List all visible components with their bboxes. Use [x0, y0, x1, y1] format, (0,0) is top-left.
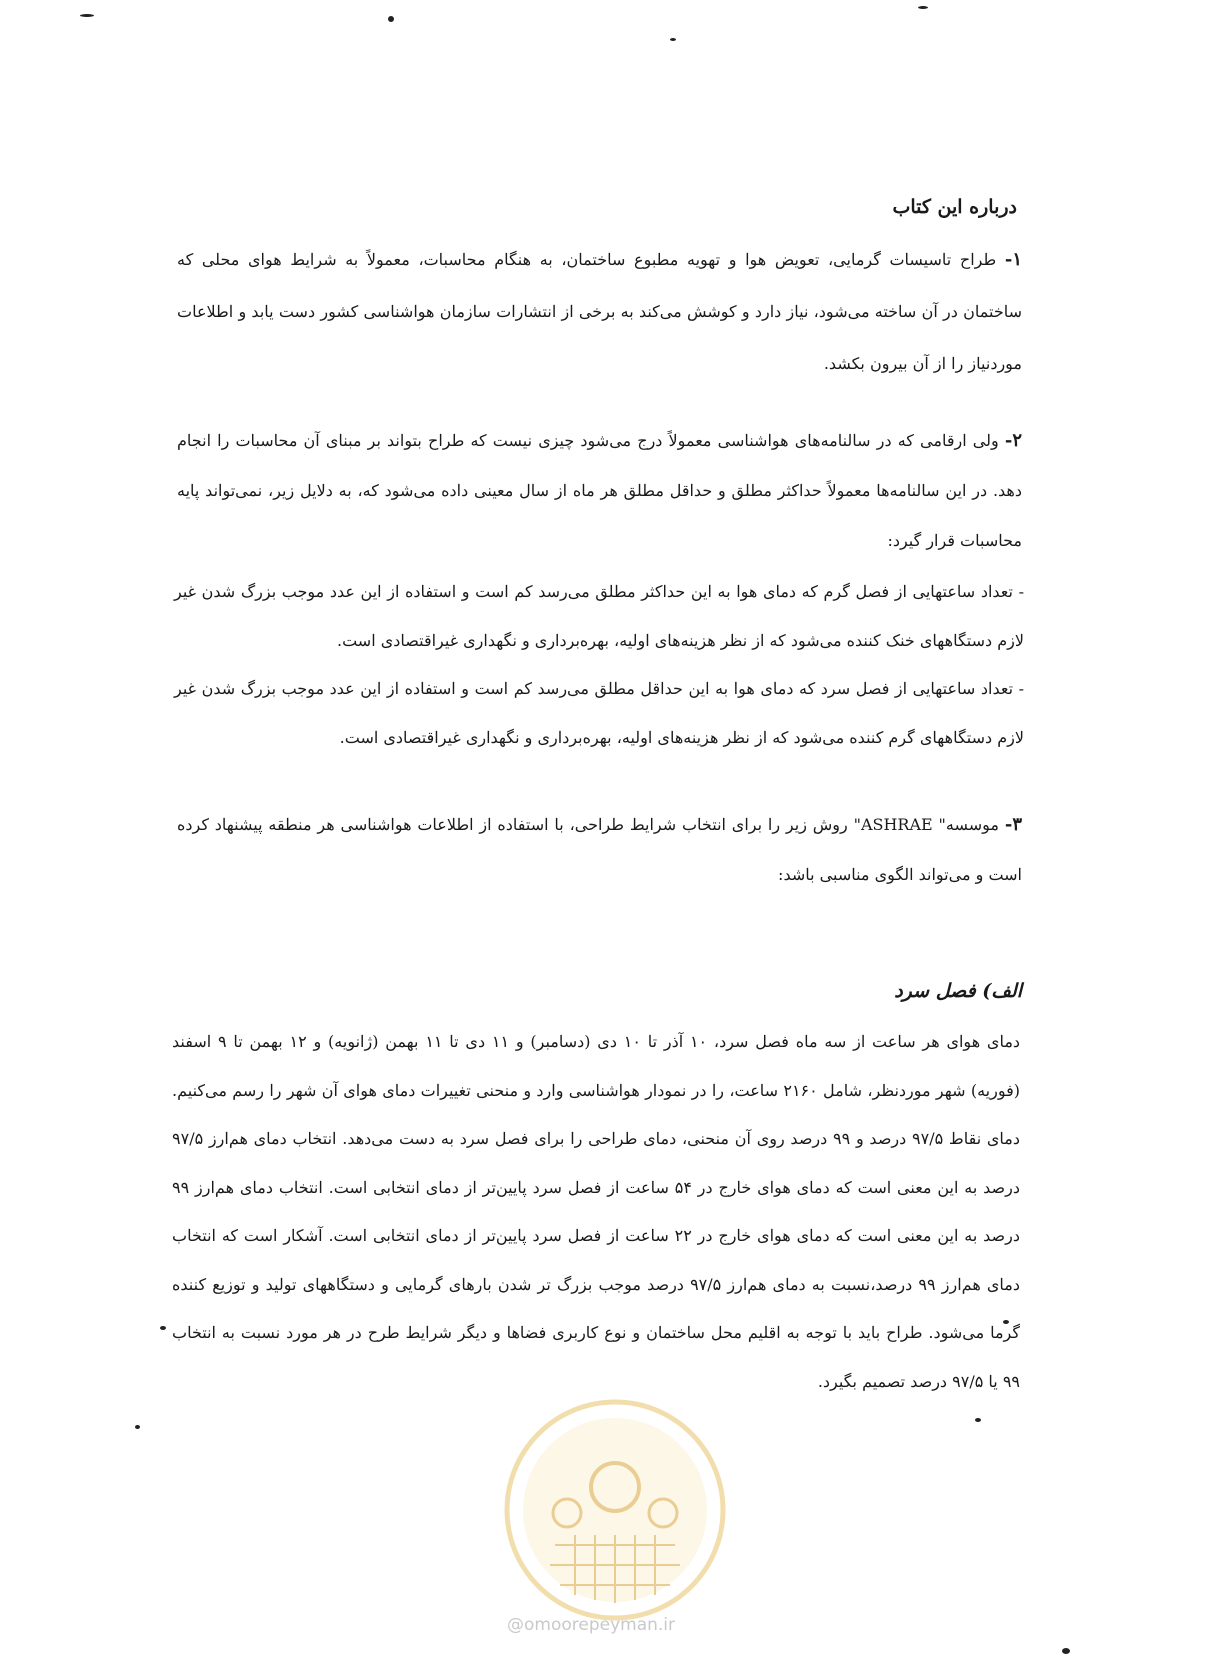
- paragraph-text: دمای هوای هر ساعت از سه ماه فصل سرد، ۱۰ آذر تا ۱۰ دی (دسامبر) و ۱۱ دی تا ۱۱ بهمن (ژانویه) و ۱۲ بهمن تا ۹ اسفند (فوریه) شهر موردنظر، شامل ۲۱۶۰ ساعت، را در نمودار هواشناسی وارد و منحنی تغییرات دمای هوای آن شهر را رسم می‌کنیم. دمای نقاط ۹۷/۵ درصد و ۹۹ درصد روی آن منحنی، دمای طراحی را برای فصل سرد به دست می‌دهد. انتخاب دمای هم‌ارز ۹۷/۵ درصد به این معنی است که دمای هوای خارج در ۵۴ ساعت از فصل سرد پایین‌تر از دمای انتخابی است. انتخاب دمای هم‌ارز ۹۹ درصد به این معنی است که دمای هوای خارج در ۲۲ ساعت از فصل سرد پایین‌تر از دمای انتخابی است. آشکار است که انتخاب دمای هم‌ارز ۹۹ درصد،نسبت به دمای هم‌ارز ۹۷/۵ درصد موجب بزرگ تر شدن بارهای گرمایی و دستگاههای تولید و توزیع کننده گرما می‌شود. طراح باید با توجه به اقلیم محل ساختمان و نوع کاربری فضاها و دیگر شرایط طرح در هر مورد نسبت به انتخاب ۹۹ یا ۹۷/۵ درصد تصمیم بگیرد.: [172, 1032, 1021, 1391]
- scan-speck: [918, 6, 928, 9]
- item-text: موسسه" ASHRAE" روش زیر را برای انتخاب شرایط طراحی، با استفاده از اطلاعات هواشناسی هر منطقه پیشنهاد کرده است و می‌تواند الگوی مناسبی باشد:: [177, 815, 1022, 884]
- scan-speck: [160, 1326, 166, 1330]
- scan-speck: [135, 1425, 140, 1429]
- item-text: طراح تاسیسات گرمایی، تعویض هوا و تهویه مطبوع ساختمان، به هنگام محاسبات، معمولاً به شرایط هوای محلی که ساختمان در آن ساخته می‌شود، نیاز دارد و کوشش می‌کند به برخی از انتشارات سازمان هواشناسی کشور دست یابد و اطلاعات موردنیاز را از آن بیرون بکشد.: [177, 250, 1022, 373]
- item-number: ۱-: [1004, 249, 1023, 270]
- item-2: [177, 416, 1022, 566]
- cold-season-paragraph: [172, 1018, 1020, 1406]
- scan-speck: [670, 38, 676, 41]
- bullet-item: - تعداد ساعتهایی از فصل سرد که دمای هوا به این حداقل مطلق می‌رسد کم است و استفاده از این عدد موجب بزرگ شدن غیر لازم دستگاههای گرم کننده می‌شود که از نظر هزینه‌های اولیه، بهره‌برداری و نگهداری غیراقتصادی است.: [174, 679, 1024, 747]
- section-heading: الف) فصل سرد: [894, 980, 1022, 1002]
- bullet-item: - تعداد ساعتهایی از فصل گرم که دمای هوا به این حداکثر مطلق می‌رسد کم است و استفاده از این عدد موجب بزرگ شدن غیر لازم دستگاههای خنک کننده می‌شود که از نظر هزینه‌های اولیه، بهره‌برداری و نگهداری غیراقتصادی است.: [174, 582, 1024, 650]
- item-text: ولی ارقامی که در سالنامه‌های هواشناسی معمولاً درج می‌شود چیزی نیست که طراح بتواند بر مبنای آن محاسبات را انجام دهد. در این سالنامه‌ها معمولاً حداکثر مطلق و حداقل مطلق هر ماه از سال معینی داده می‌شود که، به دلایل زیر، نمی‌تواند پایه محاسبات قرار گیرد:: [177, 431, 1022, 550]
- watermark-url: @omoorepeyman.ir: [507, 1615, 676, 1635]
- scan-speck: [388, 16, 394, 22]
- item-number: ۳-: [1004, 814, 1022, 835]
- scan-speck: [80, 14, 94, 17]
- item-1: [177, 234, 1022, 390]
- scan-speck: [975, 1418, 981, 1422]
- page-title: درباره این کتاب: [892, 196, 1017, 218]
- item-number: ۲-: [1004, 430, 1022, 451]
- watermark-stamp: [495, 1395, 735, 1625]
- scan-speck: [1062, 1648, 1070, 1654]
- item-3: [177, 800, 1022, 900]
- bullet-list: [174, 568, 1024, 762]
